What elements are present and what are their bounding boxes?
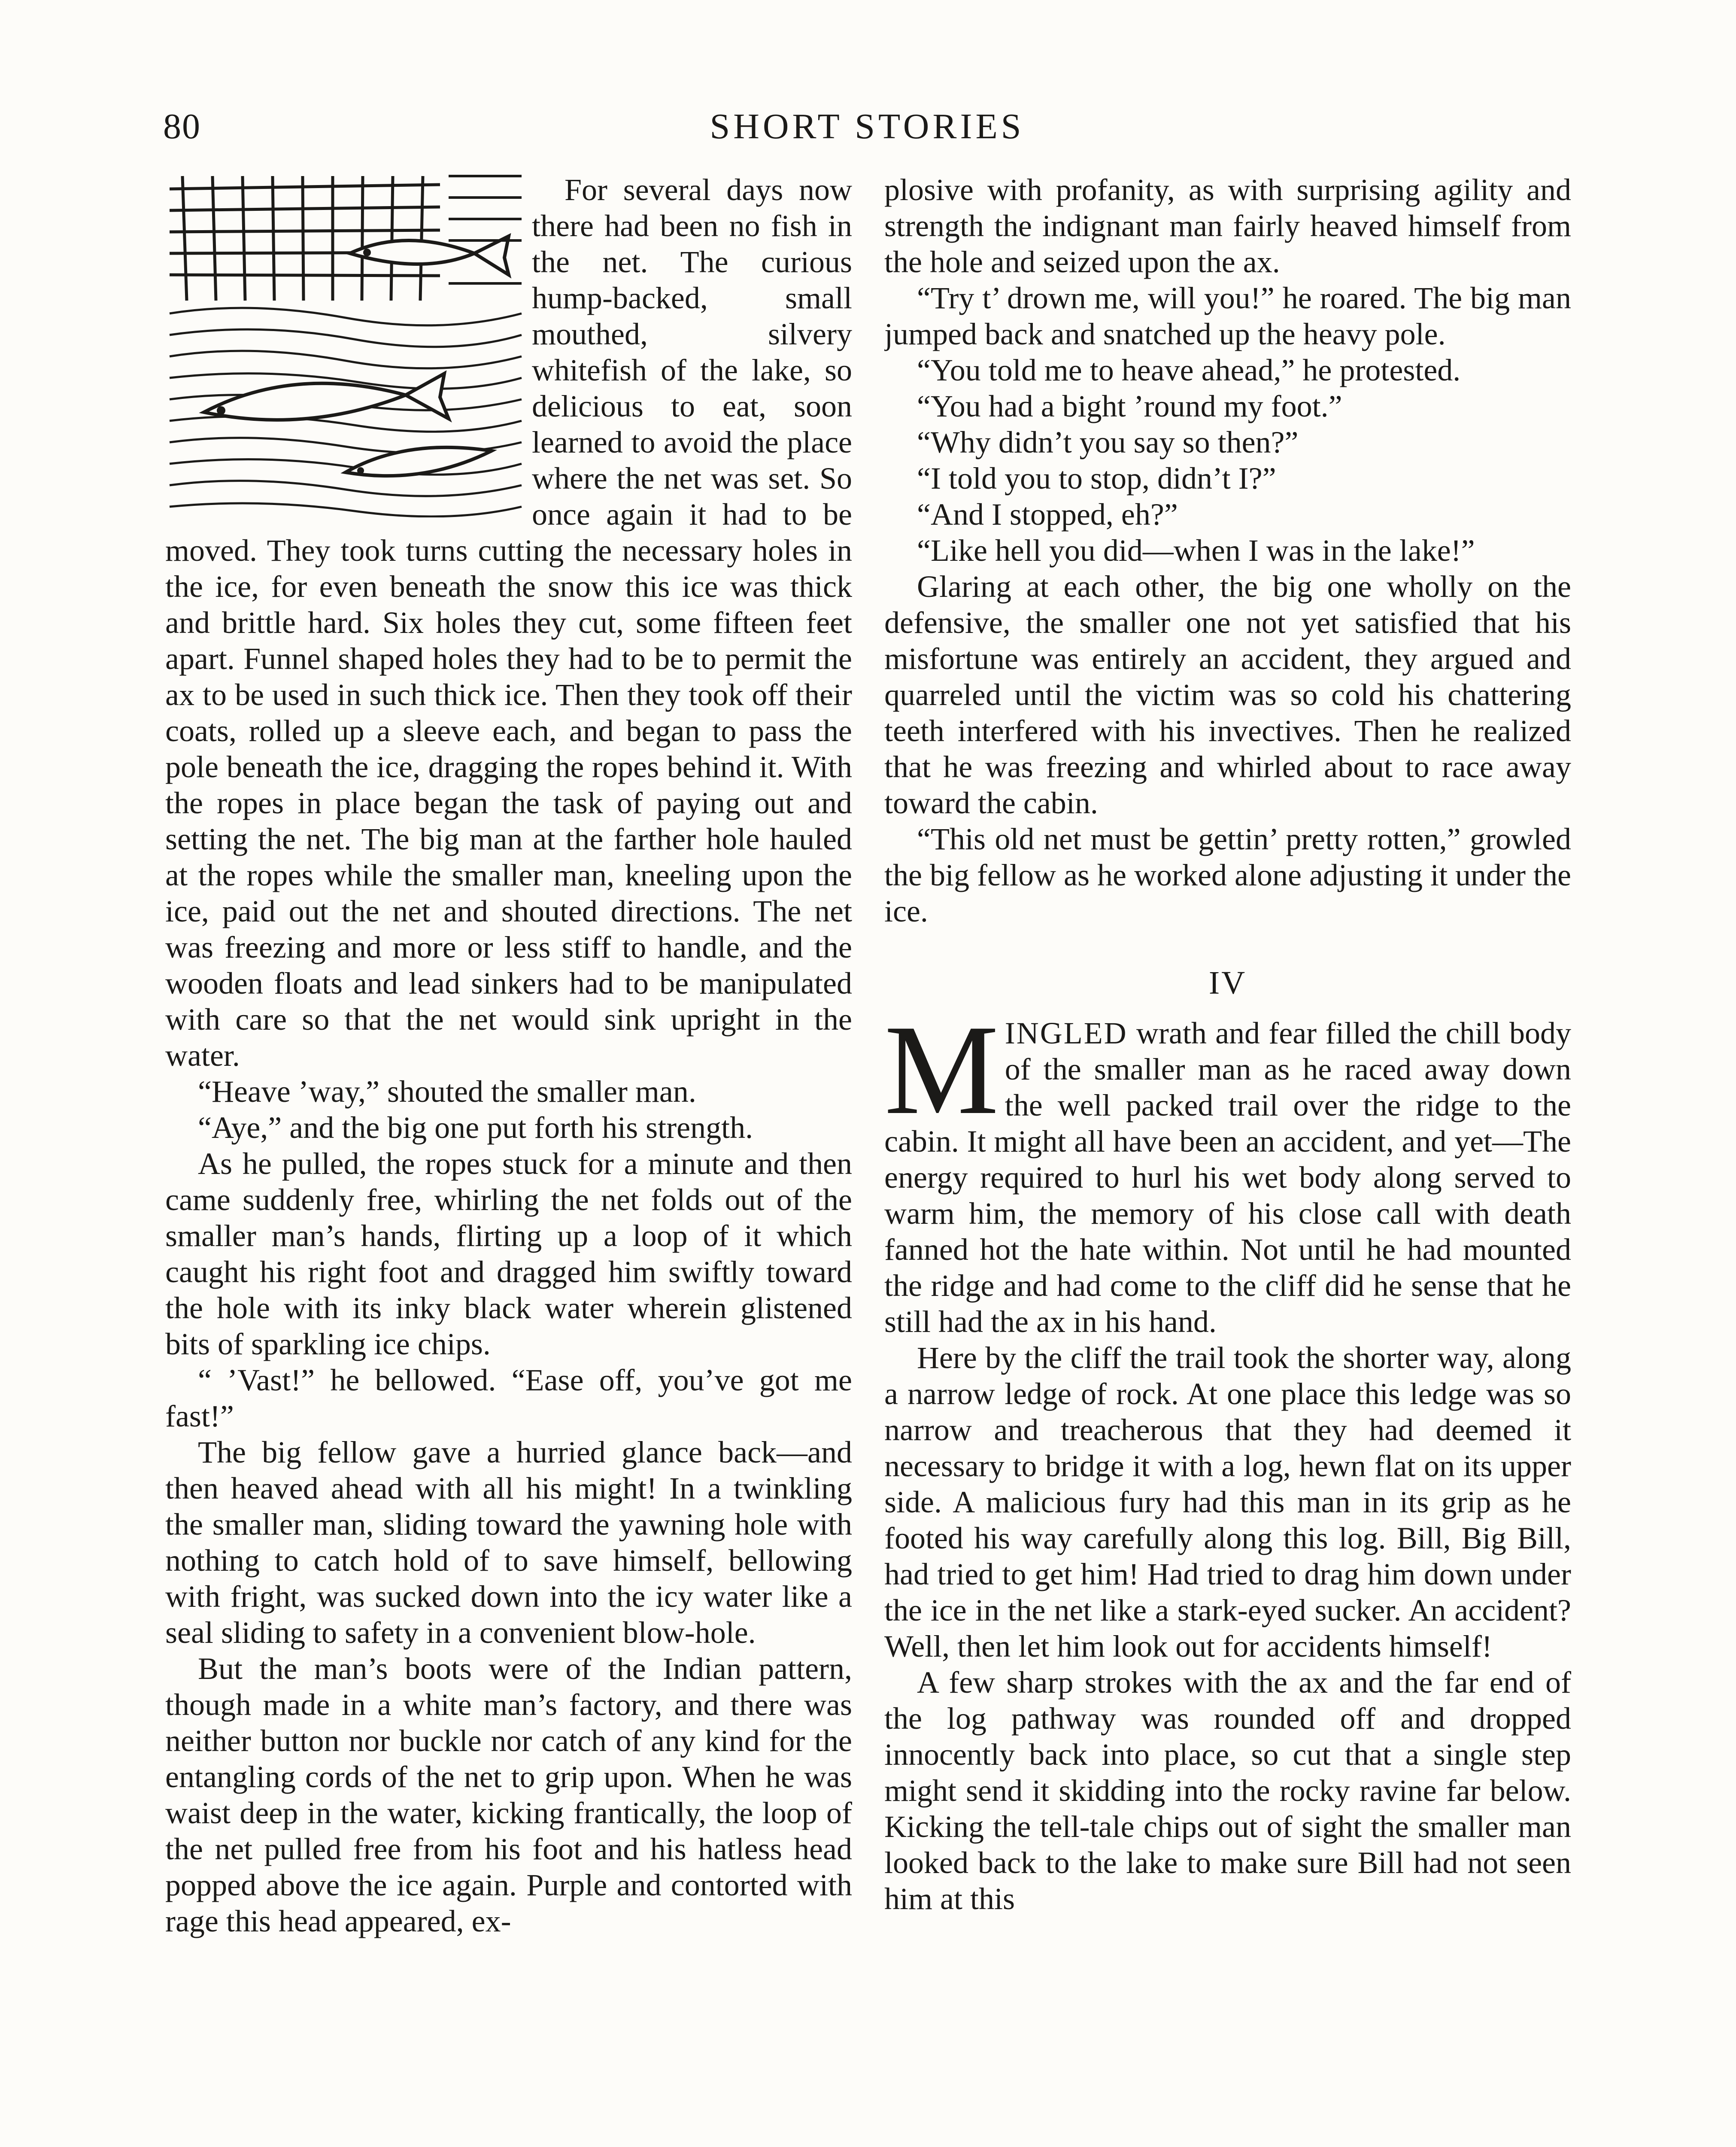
story-paragraph: Here by the cliff the trail took the shorter way, along a narrow ledge of rock. At one place this ledge was so narrow and treacherous that they had deemed it necessary to bridge it with a log, hewn flat on its upper side. A malicious fury had this man in its grip as he footed his way carefully along this log. Bill, Big Bill, had tried to get him! Had tried to drag him down under the ice in the net like a stark-eyed sucker. An accident? Well, then let him look out for accidents himself! xyxy=(884,1341,1571,1663)
whitefish-woodcut-icon xyxy=(165,172,526,517)
section-opening-paragraph xyxy=(884,998,1571,1340)
story-paragraph: A few sharp strokes with the ax and the far end of the log pathway was rounded off and dropped innocently back into place, so cut that a single step might send it skidding into the rocky ravine far below. Kicking the tell-tale chips out of sight the smaller man looked back to the lake to make sure Bill had not seen him at this xyxy=(884,1665,1571,1916)
running-title: SHORT STORIES xyxy=(710,106,1025,146)
opening-words: INGLED xyxy=(1005,1016,1128,1050)
story-paragraph: “I told you to stop, didn’t I?” xyxy=(917,461,1276,496)
story-paragraph: “You had a bight ’round my foot.” xyxy=(917,389,1342,423)
drop-cap: M xyxy=(884,998,999,1141)
story-paragraph: “Why didn’t you say so then?” xyxy=(917,425,1299,459)
page-number: 80 xyxy=(163,106,201,146)
story-paragraph: “And I stopped, eh?” xyxy=(917,497,1178,532)
story-paragraph: “Heave ’way,” shouted the smaller man. xyxy=(198,1074,696,1109)
story-paragraph: The big fellow gave a hurried glance back—and then heaved ahead with all his might! In a twinkling the smaller man, sliding toward the yawning hole with nothing to catch hold of to save himself, bellowing with fright, was sucked down into the icy water like a seal sliding to safety in a convenient blow-hole. xyxy=(165,1435,852,1650)
left-column xyxy=(165,172,852,2147)
page-header xyxy=(163,103,1571,155)
opening-text: wrath and fear filled the chill body of the smaller man as he raced away down the well packed trail over the ridge to the cabin. It might all have been an accident, and yet—The energy required to hurl his wet body along served to warm him, the memory of his close call with death fanned hot the hate within. Not until he had mounted the ridge and had come to the cliff did he sense that he still had the ax in his hand. xyxy=(884,1016,1571,1339)
story-paragraph: “You told me to heave ahead,” he protested. xyxy=(917,353,1461,387)
story-paragraph: For several days now there had been no fish in the net. The curious hump-backed, small mouthed, silvery whitefish of the lake, so delicious to eat, soon learned to avoid the place where the net was set. So once again it had to be moved. They took turns cutting the necessary holes in the ice, for even beneath the snow this ice was thick and brittle hard. Six holes they cut, some fifteen feet apart. Funnel shaped holes they had to be to permit the ax to be used in such thick ice. Then they took off their coats, rolled up a sleeve each, and began to pass the pole beneath the ice, dragging the ropes behind it. With the ropes in place began the task of paying out and setting the net. The big man at the farther hole hauled at the ropes while the smaller man, kneeling upon the ice, paid out the net and shouted directions. The net was freezing and more or less stiff to handle, and the wooden floats and lead sinkers had to be manipulated with care so that the net would sink upright in the water. xyxy=(165,173,852,1073)
right-column xyxy=(884,172,1571,2147)
story-paragraph: “Try t’ drown me, will you!” he roared. The big man jumped back and snatched up the heavy pole. xyxy=(884,281,1571,351)
section-number: IV xyxy=(1208,965,1247,1001)
story-paragraph: “ ’Vast!” he bellowed. “Ease off, you’ve got me fast!” xyxy=(165,1363,852,1433)
net-and-whitefish-illustration xyxy=(165,172,526,517)
story-paragraph: “Aye,” and the big one put forth his strength. xyxy=(198,1110,753,1145)
story-paragraph: But the man’s boots were of the Indian pattern, though made in a white man’s factory, and there was neither button nor buckle nor catch of any kind for the entangling cords of the net to grip upon. When he was waist deep in the water, kicking frantically, the loop of the net pulled free from his foot and his hatless head popped above the ice again. Purple and contorted with rage this head appeared, ex- xyxy=(165,1651,852,1938)
story-paragraph: “This old net must be gettin’ pretty rotten,” growled the big fellow as he worked alone adjusting it under the ice. xyxy=(884,822,1571,928)
story-paragraph: plosive with profanity, as with surprising agility and strength the indignant man fairly heaved himself from the hole and seized upon the ax. xyxy=(884,173,1571,279)
story-paragraph: Glaring at each other, the big one wholly on the defensive, the smaller one not yet satisfied that his misfortune was entirely an accident, they argued and quarreled until the victim was so cold his chattering teeth interfered with his invectives. Then he realized that he was freezing and whirled about to race away toward the cabin. xyxy=(884,569,1571,820)
story-paragraph: As he pulled, the ropes stuck for a minute and then came suddenly free, whirling the net folds out of the smaller man’s hands, flirting up a loop of it which caught his right foot and dragged him swiftly toward the hole with its inky black water wherein glistened bits of sparkling ice chips. xyxy=(165,1146,852,1361)
story-paragraph: “Like hell you did—when I was in the lake!” xyxy=(917,533,1475,568)
